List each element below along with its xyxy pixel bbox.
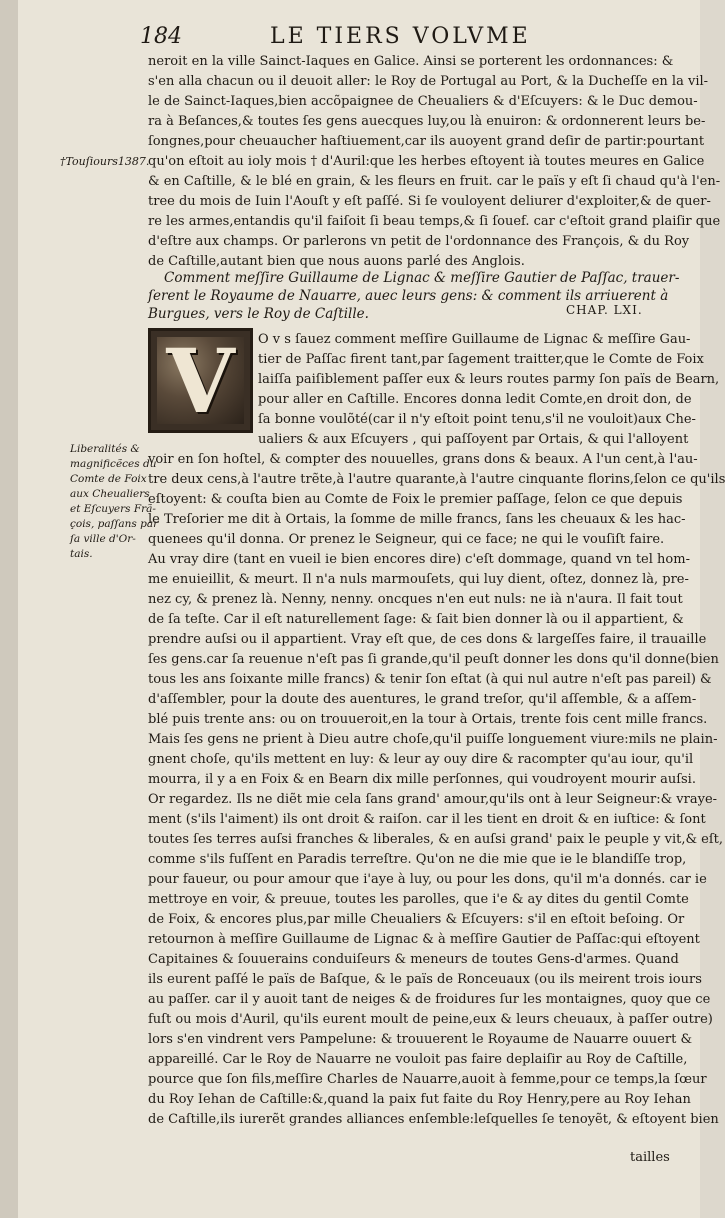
margin-note: magnificẽces du (70, 458, 157, 470)
body-line: pource que ſon fils,meſſire Charles de Nauarre,auoit à femme,pour ce temps,la ſœur (148, 1072, 707, 1087)
body-line: de Foix, & encores plus,par mille Cheualiers & Eſcuyers: s'il en eſtoit beſoing. Or (148, 912, 685, 927)
body-line: me enuieillit, & meurt. Il n'a nuls marmouſets, qui luy dient, oſtez, donnez là, pre- (148, 572, 689, 587)
body-line: laiſſa paiſiblement paſſer eux & leurs routes parmy ſon païs de Bearn, (258, 372, 720, 387)
body-line: appareillé. Car le Roy de Nauarre ne vouloit pas faire deplaiſir au Roy de Caſtille, (148, 1052, 688, 1067)
body-line: du Roy Iehan de Caſtille:&,quand la paix fut faite du Roy Henry,pere au Roy Iehan (148, 1092, 691, 1107)
body-line: gnent choſe, qu'ils mettent en luy: & leur ay ouy dire & racompter qu'au iour, qu'il (148, 752, 694, 767)
margin-note: tais. (70, 548, 93, 560)
catchword: tailles (630, 1150, 670, 1165)
margin-note: ſa ville d'Or- (70, 533, 136, 545)
body-line: blé puis trente ans: ou on trouueroit,en la tour à Ortais, trente fois cent mille francs. (148, 712, 708, 727)
body-line: tree du mois de Iuin l'Aouſt y eſt paſſé. Si ſe vouloyent deliurer d'exploiter,& de quer- (148, 194, 711, 209)
margin-note: et Eſcuyers Frã- (70, 503, 156, 515)
running-title: LE TIERS VOLVME (270, 24, 531, 49)
body-line: qu'on eſtoit au ioly mois † d'Auril:que les herbes eſtoyent ià toutes meures en Galice (148, 154, 705, 169)
body-line: voir en ſon hoſtel, & compter des nouuelles, grans dons & beaux. A l'un cent,à l'au- (148, 452, 698, 467)
body-line: pour faueur, ou pour amour que i'aye à luy, ou pour les dons, qu'il m'a donnés. car ie (148, 872, 707, 887)
body-line: Capitaines & ſouuerains conduiſeurs & meneurs de toutes Gens-d'armes. Quand (148, 952, 679, 967)
body-line: ils eurent paſſé le païs de Baſque, & le païs de Ronceuaux (ou ils meirent trois iours (148, 972, 702, 987)
body-line: ra à Beſances,& toutes ſes gens auecques luy,ou là enuiron: & ordonnerent leurs be- (148, 114, 706, 129)
body-line: mourra, il y a en Foix & en Bearn dix mille perſonnes, qui voudroyent mourir auſsi. (148, 772, 696, 787)
body-line: ſongnes,pour cheuaucher haſtiuement,car ils auoyent grand deſir de partir:pourtant (148, 134, 705, 149)
body-line: le Treſorier me dit à Ortais, la ſomme de mille francs, ſans les cheuaux & les hac- (148, 512, 686, 527)
body-line: ſes gens.car ſa reuenue n'eſt pas ſi grande,qu'il peuſt donner les dons qu'il donne(bien (148, 652, 719, 667)
body-line: retournon à meſſire Guillaume de Lignac & à meſſire Gautier de Paſſac:qui eſtoyent (148, 932, 700, 947)
running-header (0, 24, 700, 54)
body-line: mettroye en voir, & preuue, toutes les parolles, que i'e & ay dites du gentil Comte (148, 892, 689, 907)
body-line: ſa bonne voulõté(car il n'y eſtoit point tenu,s'il ne vouloit)aux Che- (258, 412, 696, 427)
body-line: & en Caſtille, & le blé en grain, & les fleurs en fruit. car le païs y eſt ſi chaud qu'à l'en- (148, 174, 721, 189)
body-line: comme s'ils fuſſent en Paradis terreſtre. Qu'on ne die mie que ie le blandiſſe trop, (148, 852, 687, 867)
body-line: prendre auſsi ou il appartient. Vray eſt que, de ces dons & largeſſes faire, il trauaille (148, 632, 707, 647)
chapter-heading-line: Comment meſſire Guillaume de Lignac & meſſire Gautier de Paſſac, trauer- (164, 270, 680, 286)
margin-note: çois, paſſans par (70, 518, 159, 530)
body-line: d'eſtre aux champs. Or parlerons vn petit de l'ordonnance des François, & du Roy (148, 234, 690, 249)
body-line: de ſa teſte. Car il eſt naturellement ſage: & ſait bien donner là ou il appartient, & (148, 612, 684, 627)
page-number: 184 (140, 24, 182, 49)
body-line: tier de Paſſac firent tant,par ſagement traitter,que le Comte de Foix (258, 352, 704, 367)
body-line: tre deux cens,à l'autre trẽte,à l'autre quarante,à l'autre cinquante florins,ſelon ce qu'ils (148, 472, 725, 487)
chapter-heading-line: Burgues, vers le Roy de Caſtille. (148, 306, 369, 322)
chapter-heading-line: ſerent le Royaume de Nauarre, auec leurs gens: & comment ils arriuerent à (148, 288, 669, 304)
body-line: le de Sainct-Iaques,bien accõpaignee de Cheualiers & d'Eſcuyers: & le Duc demou- (148, 94, 698, 109)
body-line: d'aſſembler, pour la doute des auentures, le grand treſor, qu'il aſſemble, & a aſſem- (148, 692, 697, 707)
initial-letter: V (166, 328, 235, 433)
body-line: tous les ans ſoixante mille francs) & tenir ſon eſtat (à qui nul autre n'eſt pas pareil) & (148, 672, 712, 687)
body-line: au paſſer. car il y auoit tant de neiges & de froidures ſur les montaignes, quoy que ce (148, 992, 711, 1007)
body-line: de Caſtille,autant bien que nous auons parlé des Anglois. (148, 254, 525, 269)
body-line: pour aller en Caſtille. Encores donna ledit Comte,en droit don, de (258, 392, 692, 407)
body-line: ualiers & aux Eſcuyers , qui paſſoyent par Ortais, & qui l'alloyent (258, 432, 689, 447)
decorated-initial (148, 328, 253, 433)
body-line: nez cy, & prenez là. Nenny, nenny. oncques n'en eut nuls: ne ià n'aura. Il fait tout (148, 592, 683, 607)
body-line: eſtoyent: & couſta bien au Comte de Foix le premier paſſage, ſelon ce que depuis (148, 492, 683, 507)
body-line: toutes ſes terres auſsi franches & liberales, & en auſsi grand' paix le peuple y vit,& eſt, (148, 832, 724, 847)
body-line: Mais ſes gens ne prient à Dieu autre choſe,qu'il puiſſe longuement viure:mils ne plain- (148, 732, 718, 747)
margin-note: Liberalités & (70, 443, 140, 455)
chapter-label: CHAP. LXI. (566, 303, 643, 317)
body-line: de Caſtille,ils iurerẽt grandes alliances enſemble:leſquelles ſe tenoyẽt, & eſtoyent bien (148, 1112, 719, 1127)
body-line: ment (s'ils l'aiment) ils ont droit & raiſon. car il les tient en droit & en iuſtice: & ſont (148, 812, 706, 827)
body-line: Or regardez. Ils ne diẽt mie cela ſans grand' amour,qu'ils ont à leur Seigneur:& vraye- (148, 792, 718, 807)
body-line: Au vray dire (tant en vueil ie bien encores dire) c'eſt dommage, quand vn tel hom- (148, 552, 690, 567)
body-line: fuſt ou mois d'Auril, qu'ils eurent moult de peine,eux & leurs cheuaux, à paſſer outre) (148, 1012, 713, 1027)
body-line: O v s ſauez comment meſſire Guillaume de Lignac & meſſire Gau- (258, 332, 691, 347)
body-line: re les armes,entandis qu'il faiſoit ſi beau temps,& ſi ſouef. car c'eſtoit grand plaiſir que (148, 214, 721, 229)
body-line: quenees qu'il donna. Or prenez le Seigneur, qui ce face; ne qui le vouſiſt faire. (148, 532, 665, 547)
body-line: lors s'en vindrent vers Pampelune: & trouuerent le Royaume de Nauarre ouuert & (148, 1032, 693, 1047)
margin-note-date: †Touſiours1387. (60, 155, 150, 168)
margin-note: aux Cheualiers (70, 488, 150, 500)
page-gutter (0, 0, 18, 1218)
margin-note: Comte de Foix (70, 473, 147, 485)
body-line (148, 1130, 671, 1150)
body-line: s'en alla chacun ou il deuoit aller: le Roy de Portugal au Port, & la Ducheſſe en la vil- (148, 74, 709, 89)
body-line: neroit en la ville Sainct-Iaques en Galice. Ainsi se porterent les ordonnances: & (148, 54, 674, 69)
